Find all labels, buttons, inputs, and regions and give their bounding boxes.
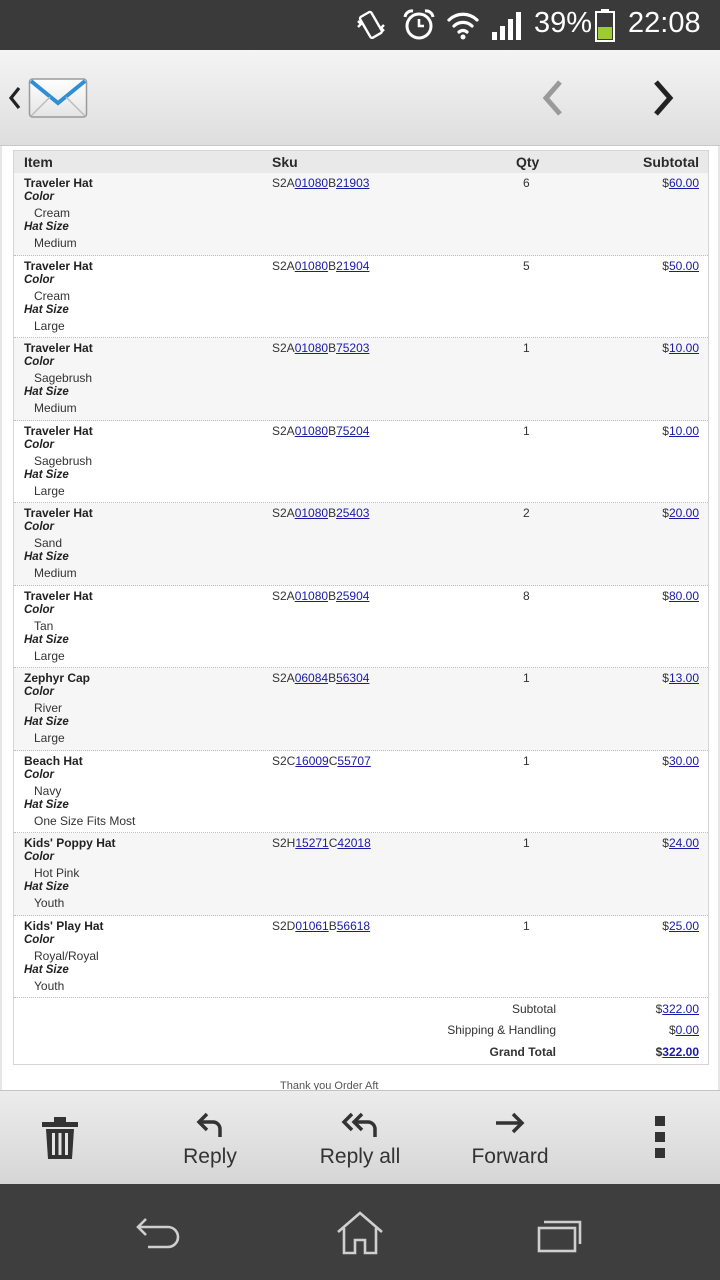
color-label: Color [24,438,55,451]
item-name: Traveler Hat [24,588,93,603]
color-value: Cream [34,206,71,220]
subtotal-value: $30.00 [662,753,699,768]
status-bar [0,0,720,50]
grand-total-label: Grand Total [489,1045,556,1059]
table-header [14,151,708,173]
subtotal-link[interactable]: 10.00 [668,423,699,438]
sku-value: S2D01061B56618 [272,918,371,933]
shipping-link[interactable]: 0.00 [675,1023,699,1037]
color-value: Sagebrush [34,453,93,468]
forward-button[interactable] [460,1091,560,1185]
subtotal-link[interactable]: 20.00 [668,506,699,520]
qty-value: 1 [523,423,530,438]
color-label: Color [24,356,55,368]
partial-text: Thank you Order Aft [280,1080,379,1090]
size-value: Medium [34,566,77,580]
battery-icon [594,8,616,42]
forward-label: Forward [471,1145,549,1168]
size-label: Hat Size [24,798,69,811]
sku-value: S2A01080B21903 [272,176,370,190]
shipping-value: $0.00 [668,1023,699,1037]
size-label: Hat Size [24,633,69,646]
color-label: Color [24,686,55,698]
sku-link[interactable]: 55707 [337,753,371,768]
table-row [14,586,708,669]
size-label: Hat Size [24,468,69,481]
system-nav-bar [0,1184,720,1280]
overflow-menu-button[interactable] [630,1091,690,1185]
recent-apps-icon[interactable] [536,1218,584,1254]
size-value: Large [34,318,65,333]
item-name: Traveler Hat [24,176,93,190]
home-nav-icon[interactable] [334,1210,386,1256]
size-value: Large [34,483,65,498]
reply-all-button[interactable] [300,1091,420,1185]
qty-value: 5 [523,258,530,273]
sku-link[interactable]: 21904 [336,258,370,273]
reply-button[interactable] [160,1091,260,1185]
color-label: Color [24,521,55,533]
sku-link[interactable]: 01080 [294,176,329,190]
qty-value: 1 [523,671,530,685]
size-label: Hat Size [24,221,69,233]
subtotal-value: $60.00 [662,176,699,190]
trash-icon [40,1115,80,1161]
color-label: Color [24,851,55,863]
sku-link[interactable]: 25904 [336,588,370,603]
overflow-menu-icon [654,1115,666,1159]
subtotal-link[interactable]: 25.00 [668,918,699,933]
color-value: Royal/Royal [34,948,99,963]
shipping-label: Shipping & Handling [447,1023,556,1037]
reply-all-icon [340,1109,382,1139]
qty-value: 6 [523,176,530,190]
subtotal-link[interactable]: 322.00 [662,1002,699,1016]
sku-link[interactable]: 06084 [294,671,329,685]
next-message-icon[interactable] [648,78,678,118]
sku-link[interactable]: 42018 [337,836,371,850]
color-value: Cream [34,288,71,303]
qty-value: 2 [523,506,530,520]
size-value: Youth [34,978,65,993]
qty-value: 8 [523,588,530,603]
sku-link[interactable]: 01080 [294,258,329,273]
reply-label: Reply [183,1145,237,1168]
subtotal-value: $25.00 [662,918,699,933]
sku-value: S2A01080B21904 [272,258,370,273]
table-row [14,256,708,339]
color-value: Tan [34,618,54,633]
size-label: Hat Size [24,881,69,893]
item-name: Traveler Hat [24,423,93,438]
table-row [14,421,708,504]
size-value: Youth [34,896,65,910]
delete-button[interactable] [20,1091,100,1185]
sku-link[interactable]: 75203 [336,341,370,355]
alarm-icon [402,8,436,42]
sku-link[interactable]: 56304 [336,671,370,685]
size-label: Hat Size [24,963,69,976]
subtotal-value: $13.00 [662,671,699,685]
reply-all-label: Reply all [319,1145,401,1168]
subtotal-value: $10.00 [662,341,699,355]
forward-icon [494,1109,528,1139]
table-row [14,751,708,834]
table-row [14,833,708,916]
subtotal-link[interactable]: 80.00 [668,588,699,603]
grand-total-link[interactable]: 322.00 [662,1045,699,1059]
sku-value: S2C16009C55707 [272,753,371,768]
action-bar [0,1090,720,1184]
qty-value: 1 [523,918,530,933]
subtotal-value: $10.00 [662,423,699,438]
item-name: Kids' Poppy Hat [24,836,116,850]
order-totals [14,998,708,1064]
color-value: Sagebrush [34,371,93,385]
sku-link[interactable]: 75204 [336,423,370,438]
sku-link[interactable]: 25403 [336,506,370,520]
order-table [13,150,709,1065]
item-name: Traveler Hat [24,506,93,520]
table-row [14,173,708,256]
subtotal-link[interactable]: 24.00 [668,836,699,850]
header-item: Item [24,154,53,170]
item-name: Beach Hat [24,753,83,768]
email-header-bar [0,50,720,146]
header-qty: Qty [516,154,540,170]
size-value: Medium [34,401,77,415]
sku-link[interactable]: 01080 [294,588,329,603]
table-row [14,338,708,421]
sku-link[interactable]: 01061 [295,918,329,933]
sku-value: S2A01080B75203 [272,341,370,355]
header-sku: Sku [272,154,298,170]
previous-message-icon[interactable] [538,78,568,118]
size-label: Hat Size [24,551,69,563]
item-name: Traveler Hat [24,341,93,355]
size-value: Medium [34,236,77,250]
subtotal-value: $20.00 [662,506,699,520]
size-value: Large [34,731,65,745]
grand-total-value: $322.00 [655,1045,699,1059]
item-name: Zephyr Cap [24,671,91,685]
sku-value: S2A06084B56304 [272,671,370,685]
back-nav-icon[interactable] [134,1216,186,1252]
table-row [14,916,708,999]
size-label: Hat Size [24,716,69,728]
sku-link[interactable]: 01080 [294,341,329,355]
size-label: Hat Size [24,303,69,316]
header-subtotal: Subtotal [643,154,699,170]
color-label: Color [24,768,55,781]
sku-link[interactable]: 16009 [295,753,329,768]
color-label: Color [24,273,55,286]
sku-link[interactable]: 56618 [336,918,371,933]
sku-value: S2H15271C42018 [272,836,371,850]
size-value: One Size Fits Most [34,813,136,828]
qty-value: 1 [523,341,530,355]
email-page [2,146,718,1090]
signal-icon [490,10,524,40]
subtotal-link[interactable]: 10.00 [668,341,699,355]
sku-link[interactable]: 15271 [295,836,329,850]
email-body[interactable] [0,146,720,1090]
mail-icon[interactable] [28,76,88,120]
size-value: Large [34,648,65,663]
subtotal-link[interactable]: 60.00 [668,176,699,190]
clock: 22:08 [628,7,701,39]
color-value: Hot Pink [34,866,80,880]
subtotal-value: $322.00 [655,1002,699,1016]
subtotal-link[interactable]: 13.00 [668,671,699,685]
subtotal-link[interactable]: 30.00 [668,753,699,768]
color-value: River [34,701,63,715]
color-label: Color [24,191,55,203]
qty-value: 1 [523,753,530,768]
reply-icon [195,1109,225,1139]
sku-value: S2A01080B75204 [272,423,370,438]
sku-link[interactable]: 21903 [336,176,370,190]
table-row [14,668,708,751]
order-rows [14,173,708,998]
color-value: Sand [34,536,63,550]
color-label: Color [24,933,55,946]
color-label: Color [24,603,55,616]
subtotal-value: $50.00 [662,258,699,273]
table-row [14,503,708,586]
item-name: Traveler Hat [24,258,93,273]
qty-value: 1 [523,836,530,850]
sku-link[interactable]: 01080 [294,506,329,520]
battery-percent: 39% [534,7,593,39]
subtotal-link[interactable]: 50.00 [668,258,699,273]
sku-link[interactable]: 01080 [294,423,329,438]
sku-value: S2A01080B25904 [272,588,370,603]
subtotal-value: $80.00 [662,588,699,603]
item-name: Kids' Play Hat [24,918,104,933]
color-value: Navy [34,783,62,798]
subtotal-value: $24.00 [662,836,699,850]
wifi-icon [446,10,480,40]
vibrate-icon [354,9,388,43]
back-chevron-icon[interactable] [6,82,24,114]
sku-value: S2A01080B25403 [272,506,370,520]
size-label: Hat Size [24,386,69,398]
subtotal-label: Subtotal [511,1002,556,1016]
